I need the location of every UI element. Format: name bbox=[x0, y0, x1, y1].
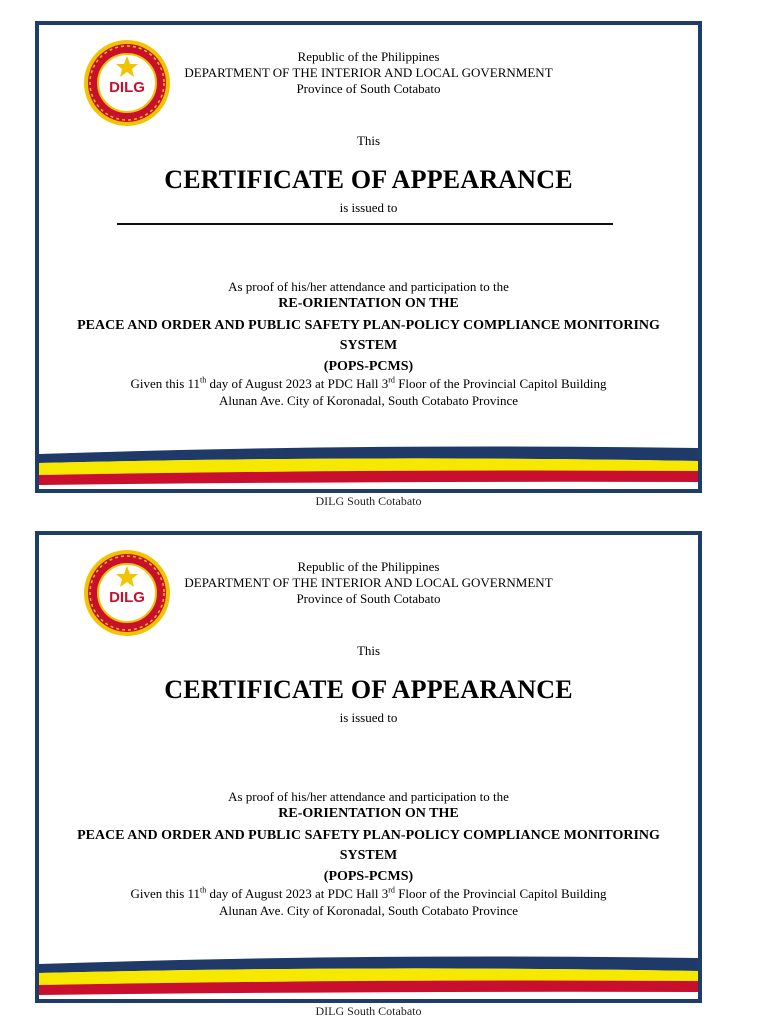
recipient-name-line bbox=[117, 223, 613, 225]
event-line-1: RE-ORIENTATION ON THE bbox=[278, 296, 459, 311]
header-department: DEPARTMENT OF THE INTERIOR AND LOCAL GOVERNMENT bbox=[184, 65, 553, 80]
proof-text: As proof of his/her attendance and participation to the bbox=[228, 789, 509, 804]
footer-text: DILG South Cotabato bbox=[315, 1004, 422, 1018]
logo-text: DILG bbox=[109, 79, 145, 96]
event-line-3: SYSTEM bbox=[339, 848, 398, 863]
certificate-card-1 bbox=[35, 21, 702, 508]
given-text: Given this 11th day of August 2023 at PDC Hall 3rd Floor of the Provincial Capitol Building bbox=[130, 375, 607, 391]
header-province: Province of South Cotabato bbox=[296, 591, 441, 606]
event-line-4: (POPS-PCMS) bbox=[323, 359, 414, 374]
event-line-4: (POPS-PCMS) bbox=[323, 869, 414, 884]
certificate-card-2 bbox=[35, 531, 702, 1018]
header-republic: Republic of the Philippines bbox=[297, 559, 440, 574]
certificate-title: CERTIFICATE OF APPEARANCE bbox=[164, 165, 573, 194]
footer-text: DILG South Cotabato bbox=[315, 494, 422, 508]
this-text: This bbox=[356, 133, 381, 148]
event-line-2: PEACE AND ORDER AND PUBLIC SAFETY PLAN-POLICY COMPLIANCE MONITORING bbox=[77, 318, 660, 333]
header-department: DEPARTMENT OF THE INTERIOR AND LOCAL GOVERNMENT bbox=[184, 575, 553, 590]
header-province: Province of South Cotabato bbox=[296, 81, 441, 96]
logo-text: DILG bbox=[109, 589, 145, 606]
flag-bands bbox=[39, 439, 698, 489]
address-text: Alunan Ave. City of Koronadal, South Cotabato Province bbox=[218, 903, 519, 918]
this-text: This bbox=[356, 643, 381, 658]
address-text: Alunan Ave. City of Koronadal, South Cotabato Province bbox=[218, 393, 519, 408]
certificate-title: CERTIFICATE OF APPEARANCE bbox=[164, 675, 573, 704]
issued-to-text: is issued to bbox=[339, 710, 398, 725]
issued-to-text: is issued to bbox=[339, 200, 398, 215]
given-text: Given this 11th day of August 2023 at PDC Hall 3rd Floor of the Provincial Capitol Building bbox=[130, 885, 607, 901]
header-republic: Republic of the Philippines bbox=[297, 49, 440, 64]
event-line-3: SYSTEM bbox=[339, 338, 398, 353]
flag-bands bbox=[39, 949, 698, 999]
event-line-1: RE-ORIENTATION ON THE bbox=[278, 806, 459, 821]
proof-text: As proof of his/her attendance and participation to the bbox=[228, 279, 509, 294]
event-line-2: PEACE AND ORDER AND PUBLIC SAFETY PLAN-POLICY COMPLIANCE MONITORING bbox=[77, 828, 660, 843]
